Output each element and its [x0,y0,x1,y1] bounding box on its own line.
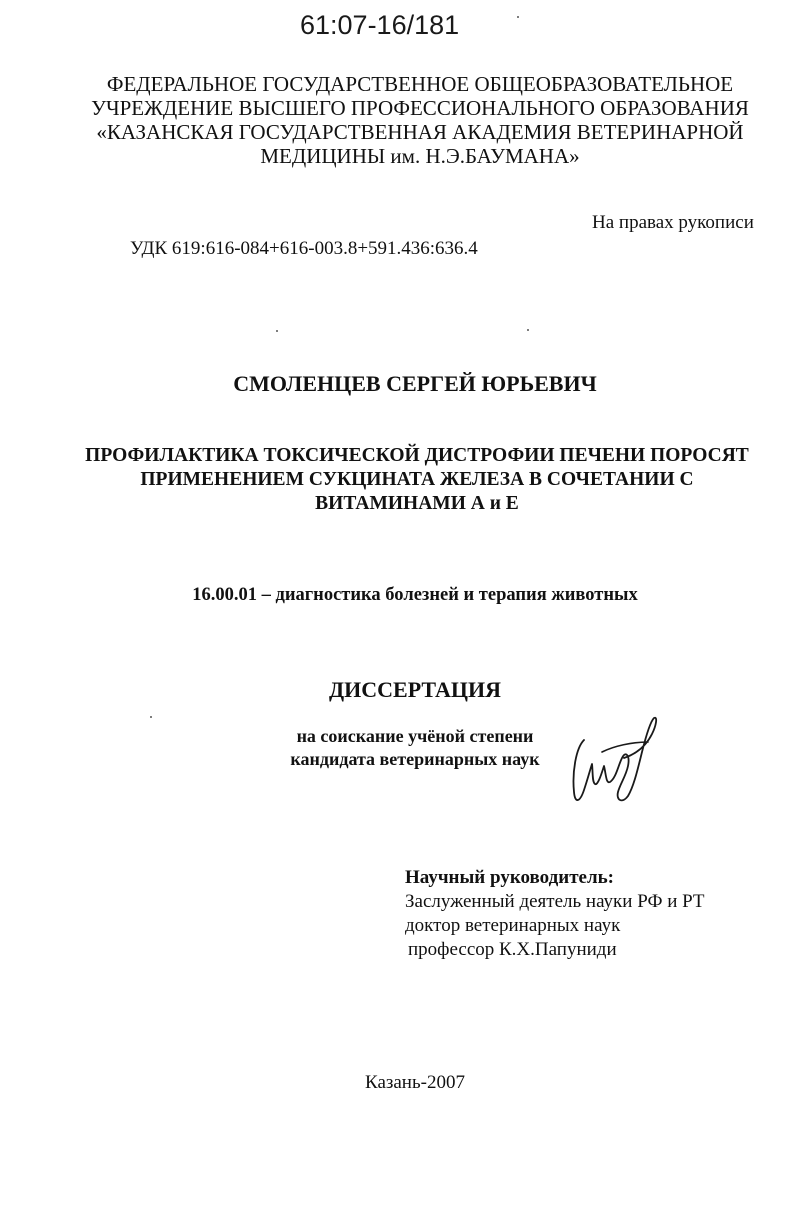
institution-line: МЕДИЦИНЫ им. Н.Э.БАУМАНА» [260,144,580,168]
scan-speck [527,329,529,331]
dissertation-title [60,444,774,516]
institution-header [90,72,750,168]
title-line: ВИТАМИНАМИ А и Е [315,493,519,514]
title-line: ПРОФИЛАКТИКА ТОКСИЧЕСКОЙ ДИСТРОФИИ ПЕЧЕНИ ПОРОСЯТ [85,445,749,466]
scientific-supervisor [405,866,705,962]
author-name: СМОЛЕНЦЕВ СЕРГЕЙ ЮРЬЕВИЧ [233,371,597,396]
institution-line: УЧРЕЖДЕНИЕ ВЫСШЕГО ПРОФЕССИОНАЛЬНОГО ОБРАЗОВАНИЯ [91,96,749,120]
manuscript-rights-note: На правах рукописи [592,212,754,233]
degree-statement [270,725,560,771]
archive-stamp-number: 61:07-16/181 [300,10,460,40]
city-year: Казань-2007 [365,1072,465,1093]
institution-line: ФЕДЕРАЛЬНОЕ ГОСУДАРСТВЕННОЕ ОБЩЕОБРАЗОВАТЕЛЬНОЕ [106,72,734,96]
degree-line: кандидата ветеринарных наук [290,749,540,769]
supervisor-line: Заслуженный деятель науки РФ и РТ [405,891,705,912]
scan-speck [276,330,278,332]
title-line: ПРИМЕНЕНИЕМ СУКЦИНАТА ЖЕЛЕЗА В СОЧЕТАНИИ С [140,469,694,490]
specialty-code: 16.00.01 – диагностика болезней и терапия животных [192,585,638,605]
degree-line: на соискание учёной степени [296,726,534,746]
scan-speck [517,16,519,18]
handwritten-signature [562,712,672,812]
udk-code: УДК 619:616-084+616-003.8+591.436:636.4 [130,238,478,259]
document-type: ДИССЕРТАЦИЯ [329,677,501,702]
scan-speck [150,716,152,718]
supervisor-heading: Научный руководитель: [405,867,614,888]
supervisor-line: профессор К.Х.Папуниди [408,939,617,960]
supervisor-line: доктор ветеринарных наук [405,915,621,936]
institution-line: «КАЗАНСКАЯ ГОСУДАРСТВЕННАЯ АКАДЕМИЯ ВЕТЕРИНАРНОЙ [96,120,744,144]
